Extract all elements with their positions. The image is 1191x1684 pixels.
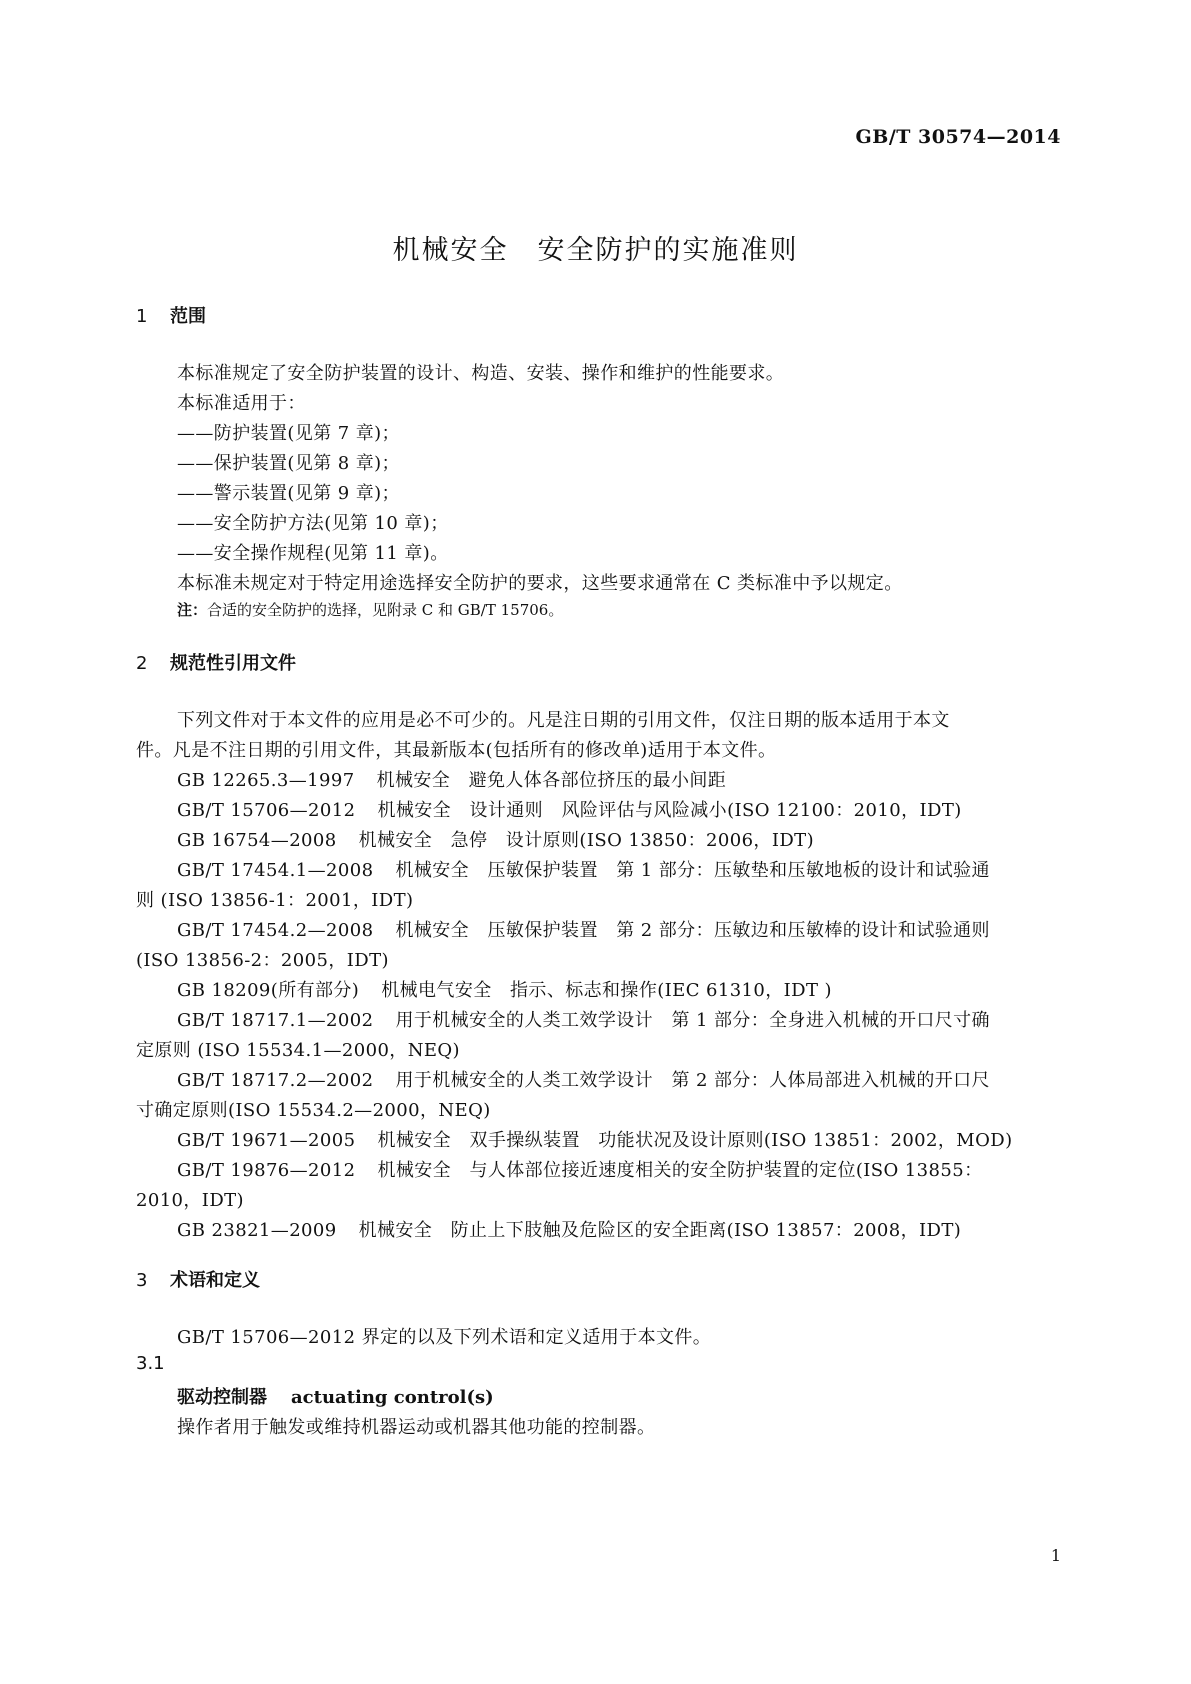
note-text: 合适的安全防护的选择，见附录 C 和 GB/T 15706。 <box>207 601 564 619</box>
scope-note <box>177 599 563 620</box>
reference-code: GB/T 17454.2—2008 <box>177 920 374 941</box>
section-3-number: 3 <box>136 1270 148 1291</box>
reference-title: 机械安全 设计通则 风险评估与风险减小(ISO 12100：2010，IDT) <box>377 800 962 821</box>
standard-number: GB/T 30574—2014 <box>855 126 1061 148</box>
reference-code: GB/T 18717.2—2002 <box>177 1070 374 1091</box>
reference-entry <box>177 766 726 792</box>
reference-entry <box>177 796 962 822</box>
reference-continuation: 寸确定原则(ISO 15534.2—2000，NEQ) <box>136 1100 491 1121</box>
reference-title: 机械安全 避免人体各部位挤压的最小间距 <box>376 770 727 791</box>
reference-title: 机械安全 急停 设计原则(ISO 13850：2006，IDT) <box>358 830 814 851</box>
section-2-title: 规范性引用文件 <box>170 653 296 674</box>
reference-continuation: (ISO 13856-2：2005，IDT) <box>136 950 389 971</box>
reference-code: GB/T 19671—2005 <box>177 1130 356 1151</box>
reference-entry <box>177 856 990 882</box>
reference-code: GB/T 18717.1—2002 <box>177 1010 374 1031</box>
reference-entry <box>177 1126 1013 1152</box>
document-title: 机械安全 安全防护的实施准则 <box>392 235 799 266</box>
term-name-en: actuating control(s) <box>291 1387 494 1408</box>
term-definition: 操作者用于触发或维持机器运动或机器其他功能的控制器。 <box>177 1417 656 1438</box>
reference-title: 用于机械安全的人类工效学设计 第 1 部分：全身进入机械的开口尺寸确 <box>395 1010 990 1031</box>
section-1-heading <box>136 302 206 328</box>
scope-paragraph-1: 本标准规定了安全防护装置的设计、构造、安装、操作和维护的性能要求。 <box>177 363 785 384</box>
section-2-heading <box>136 649 296 675</box>
reference-code: GB 23821—2009 <box>177 1220 337 1241</box>
reference-continuation: 2010，IDT) <box>136 1190 244 1211</box>
reference-code: GB/T 19876—2012 <box>177 1160 356 1181</box>
section-3-title: 术语和定义 <box>170 1270 260 1291</box>
reference-title: 机械电气安全 指示、标志和操作(IEC 61310，IDT ) <box>381 980 832 1001</box>
reference-entry <box>177 916 990 942</box>
reference-code: GB/T 17454.1—2008 <box>177 860 374 881</box>
section-1-number: 1 <box>136 306 148 327</box>
reference-title: 机械安全 双手操纵装置 功能状况及设计原则(ISO 13851：2002，MOD) <box>377 1130 1013 1151</box>
reference-title: 用于机械安全的人类工效学设计 第 2 部分：人体局部进入机械的开口尺 <box>395 1070 990 1091</box>
reference-code: GB/T 15706—2012 <box>177 800 356 821</box>
reference-entry <box>177 826 814 852</box>
refs-intro-line-1: 下列文件对于本文件的应用是必不可少的。凡是注日期的引用文件，仅注日期的版本适用于本文 <box>177 710 950 731</box>
scope-paragraph-3: 本标准未规定对于特定用途选择安全防护的要求，这些要求通常在 C 类标准中予以规定。 <box>177 573 903 594</box>
scope-list-item: ——警示装置(见第 9 章)； <box>177 483 400 504</box>
term-name-zh: 驱动控制器 <box>177 1387 267 1408</box>
scope-list-item: ——安全操作规程(见第 11 章)。 <box>177 543 449 564</box>
reference-title: 机械安全 压敏保护装置 第 2 部分：压敏边和压敏棒的设计和试验通则 <box>395 920 990 941</box>
terms-intro: GB/T 15706—2012 界定的以及下列术语和定义适用于本文件。 <box>177 1327 712 1348</box>
refs-intro-line-2: 件。凡是不注日期的引用文件，其最新版本(包括所有的修改单)适用于本文件。 <box>136 740 777 761</box>
scope-list-item: ——防护装置(见第 7 章)； <box>177 423 400 444</box>
reference-title: 机械安全 与人体部位接近速度相关的安全防护装置的定位(ISO 13855： <box>377 1160 983 1181</box>
term-number: 3.1 <box>136 1353 165 1374</box>
reference-continuation: 定原则 (ISO 15534.1—2000，NEQ) <box>136 1040 460 1061</box>
reference-entry <box>177 1006 990 1032</box>
section-1-title: 范围 <box>170 306 206 327</box>
reference-title: 机械安全 防止上下肢触及危险区的安全距离(ISO 13857：2008，IDT) <box>358 1220 962 1241</box>
reference-continuation: 则 (ISO 13856-1：2001，IDT) <box>136 890 414 911</box>
reference-entry <box>177 1156 982 1182</box>
reference-entry <box>177 1216 961 1242</box>
term-name <box>177 1383 494 1409</box>
reference-entry <box>177 976 832 1002</box>
scope-list-item: ——安全防护方法(见第 10 章)； <box>177 513 449 534</box>
reference-entry <box>177 1066 990 1092</box>
reference-code: GB 18209(所有部分) <box>177 980 360 1001</box>
note-label: 注： <box>177 601 208 619</box>
scope-paragraph-2: 本标准适用于： <box>177 393 306 414</box>
reference-code: GB 16754—2008 <box>177 830 337 851</box>
page-number: 1 <box>1050 1546 1061 1565</box>
section-2-number: 2 <box>136 653 148 674</box>
scope-list-item: ——保护装置(见第 8 章)； <box>177 453 400 474</box>
section-3-heading <box>136 1266 260 1292</box>
reference-title: 机械安全 压敏保护装置 第 1 部分：压敏垫和压敏地板的设计和试验通 <box>395 860 990 881</box>
reference-code: GB 12265.3—1997 <box>177 770 355 791</box>
